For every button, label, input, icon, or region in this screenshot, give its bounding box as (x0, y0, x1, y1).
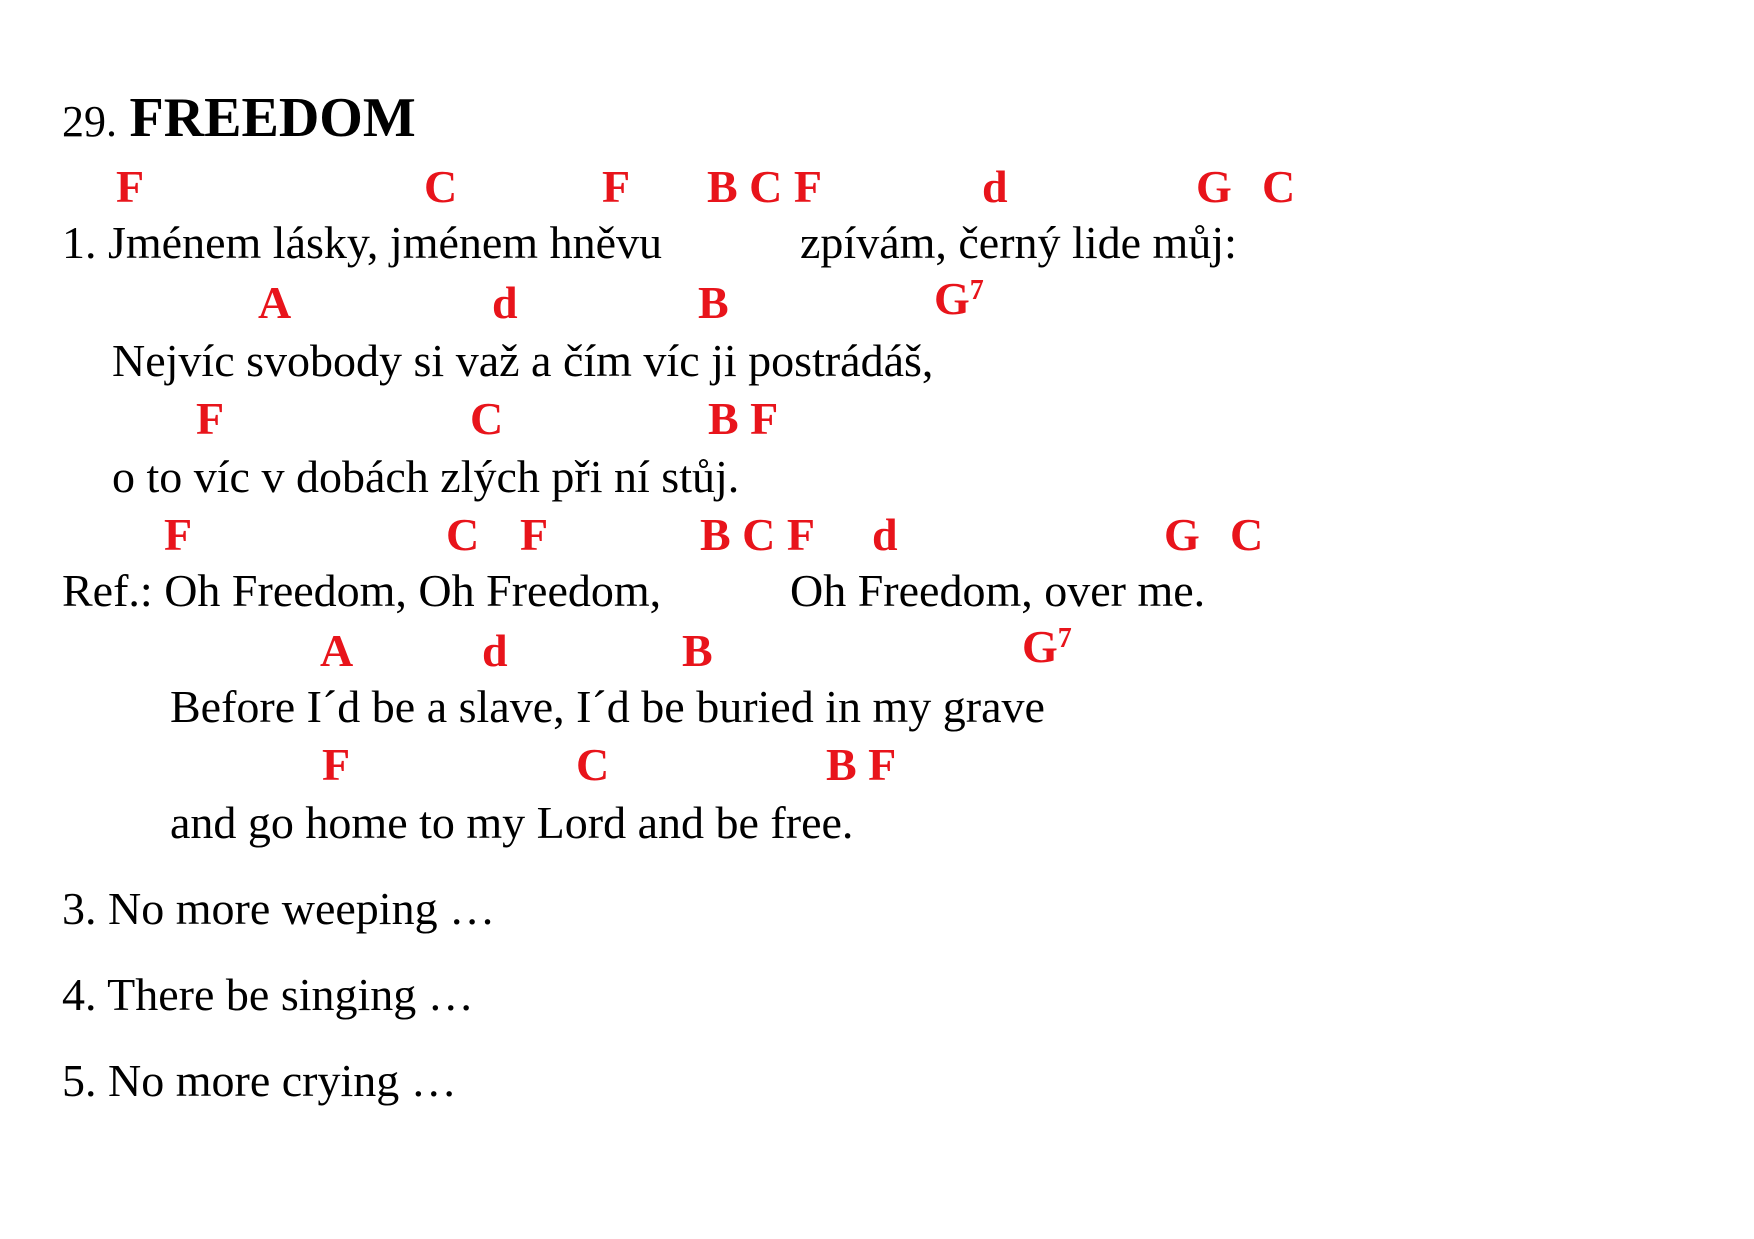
chord: C (446, 509, 480, 560)
song-name: FREEDOM (129, 87, 416, 149)
chord: G (1164, 509, 1200, 560)
chord-superscript: 7 (1057, 623, 1072, 654)
chord: A (320, 625, 354, 676)
chord: B C F (700, 509, 815, 560)
chord: B C F (707, 161, 822, 212)
song-title (62, 88, 416, 152)
verse-reference: 5. No more crying … (62, 1055, 457, 1106)
chord-with-seventh (934, 274, 984, 324)
chord: F (164, 509, 193, 560)
chord: B (682, 625, 713, 676)
lyric-line: o to víc v dobách zlých při ní stůj. (112, 451, 740, 502)
chord: C (424, 161, 458, 212)
verse-reference: 4. There be singing … (62, 969, 474, 1020)
verse-reference: 3. No more weeping … (62, 883, 496, 934)
chord: G (1022, 621, 1058, 672)
chord: F (322, 739, 351, 790)
chord: F (196, 393, 225, 444)
lyric-line: 1. Jménem lásky, jménem hněvu (62, 217, 662, 268)
chord: C (1230, 509, 1264, 560)
chord: C (576, 739, 610, 790)
lyric-line: Oh Freedom, over me. (790, 565, 1206, 616)
chord: F (520, 509, 549, 560)
chord: G (934, 273, 970, 324)
chord: B (698, 277, 729, 328)
chord: F (116, 161, 145, 212)
lyric-line: and go home to my Lord and be free. (170, 797, 854, 848)
chord: B F (708, 393, 779, 444)
chord-with-seventh (1022, 622, 1072, 672)
song-number: 29. (62, 97, 117, 146)
lyric-line: Before I´d be a slave, I´d be buried in my grave (170, 681, 1045, 732)
chord: d (872, 509, 898, 560)
chord-superscript: 7 (969, 275, 984, 306)
chord: C (1262, 161, 1296, 212)
chord: G (1196, 161, 1232, 212)
chord: d (482, 625, 508, 676)
chord: F (602, 161, 631, 212)
chord: C (470, 393, 504, 444)
lyric-line: Nejvíc svobody si važ a čím víc ji postrádáš, (112, 335, 934, 386)
chord: d (982, 161, 1008, 212)
chord: d (492, 277, 518, 328)
chord: A (258, 277, 292, 328)
lyric-line: Ref.: Oh Freedom, Oh Freedom, (62, 565, 662, 616)
chord: B F (826, 739, 897, 790)
lyric-line: zpívám, černý lide můj: (800, 217, 1237, 268)
